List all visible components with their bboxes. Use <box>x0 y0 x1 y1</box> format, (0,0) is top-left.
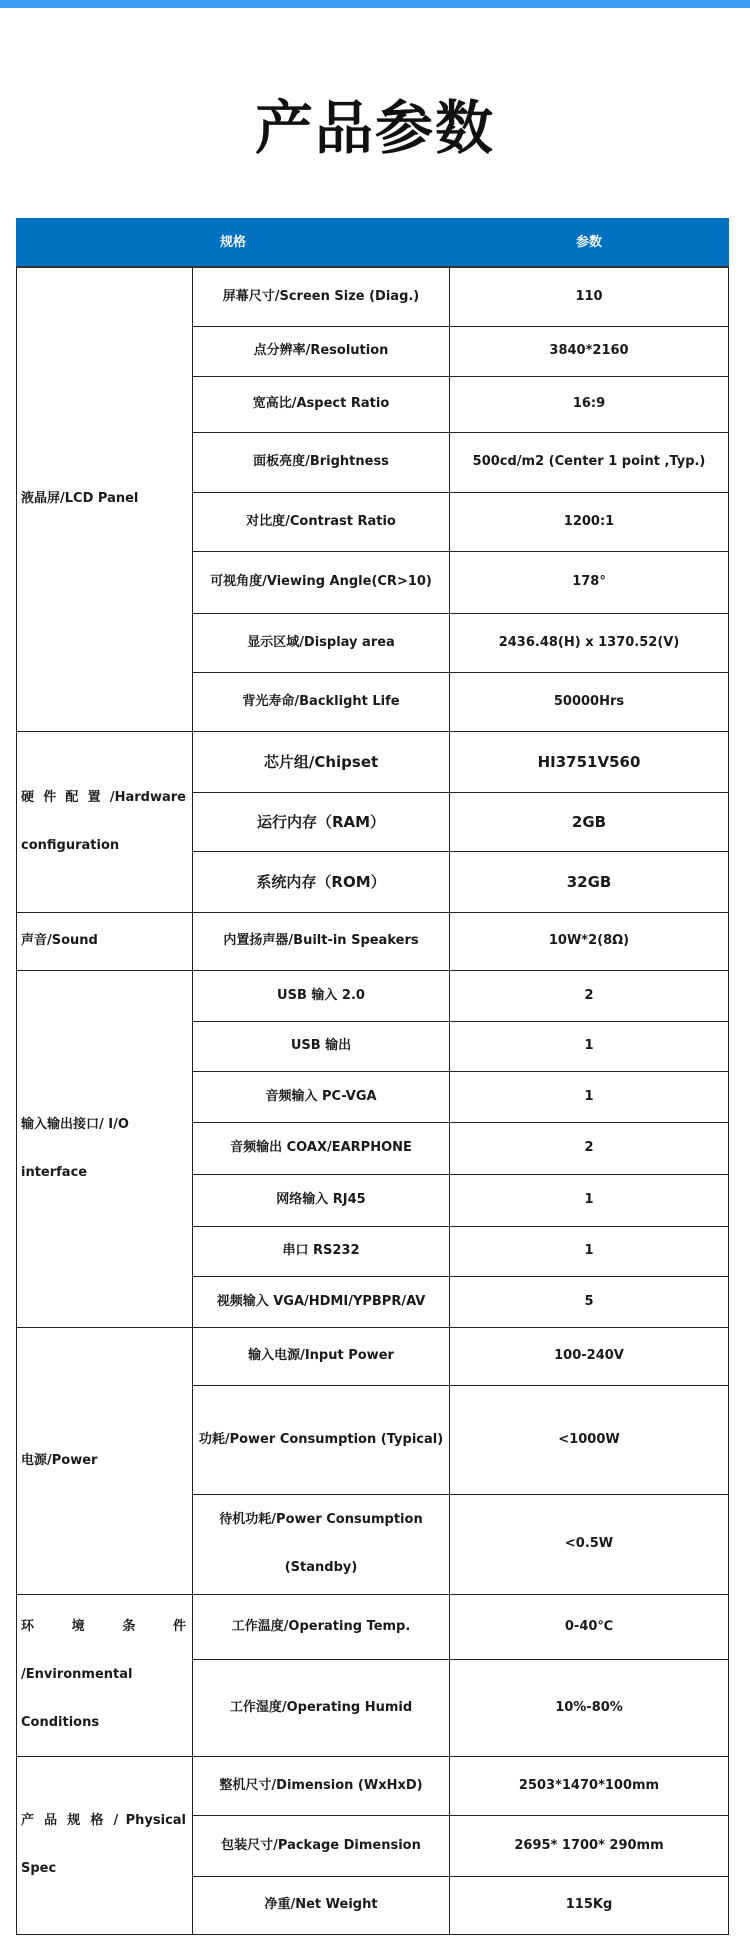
spec-name-cell: 显示区域/Display area <box>193 613 450 672</box>
header-param: 参数 <box>450 219 729 268</box>
spec-name-cell: 待机功耗/Power Consumption (Standby) <box>193 1494 450 1594</box>
spec-name-cell: 可视角度/Viewing Angle(CR>10) <box>193 551 450 613</box>
table-row <box>17 912 729 970</box>
spec-value-cell: 32GB <box>450 851 729 912</box>
category-cell: 电源/Power <box>17 1327 193 1594</box>
spec-name-cell: 背光寿命/Backlight Life <box>193 672 450 731</box>
table-row <box>17 1594 729 1659</box>
spec-name-cell: 视频输入 VGA/HDMI/YPBPR/AV <box>193 1276 450 1327</box>
spec-name-cell: 对比度/Contrast Ratio <box>193 492 450 551</box>
spec-value-cell: 1 <box>450 1071 729 1122</box>
spec-value-cell: <1000W <box>450 1385 729 1494</box>
spec-name-cell: 面板亮度/Brightness <box>193 432 450 492</box>
table-header-row <box>17 219 729 268</box>
spec-value-cell: 2GB <box>450 792 729 851</box>
spec-name-cell: 宽高比/Aspect Ratio <box>193 376 450 432</box>
table-row <box>17 1756 729 1815</box>
table-row <box>17 267 729 326</box>
spec-value-cell: 100-240V <box>450 1327 729 1385</box>
spec-value-cell: 0-40℃ <box>450 1594 729 1659</box>
spec-name-cell: 系统内存（ROM） <box>193 851 450 912</box>
spec-name-cell: 输入电源/Input Power <box>193 1327 450 1385</box>
top-accent-bar <box>0 0 750 8</box>
spec-value-cell: 1200:1 <box>450 492 729 551</box>
spec-value-cell: 115Kg <box>450 1876 729 1934</box>
spec-value-cell: 10%-80% <box>450 1659 729 1756</box>
spec-value-cell: 2 <box>450 970 729 1021</box>
spec-name-cell: 运行内存（RAM） <box>193 792 450 851</box>
spec-value-cell: 10W*2(8Ω) <box>450 912 729 970</box>
spec-name-cell: 芯片组/Chipset <box>193 731 450 792</box>
category-cell: 环 境 条 件 /Environmental Conditions <box>17 1594 193 1756</box>
spec-name-cell: 工作温度/Operating Temp. <box>193 1594 450 1659</box>
spec-name-cell: 串口 RS232 <box>193 1226 450 1276</box>
spec-value-cell: 110 <box>450 267 729 326</box>
spec-name-cell: 内置扬声器/Built-in Speakers <box>193 912 450 970</box>
spec-table <box>16 218 729 1935</box>
table-row <box>17 1327 729 1385</box>
spec-value-cell: 178° <box>450 551 729 613</box>
spec-value-cell: 2436.48(H) x 1370.52(V) <box>450 613 729 672</box>
spec-value-cell: 1 <box>450 1021 729 1071</box>
spec-value-cell: 1 <box>450 1174 729 1226</box>
spec-name-cell: USB 输入 2.0 <box>193 970 450 1021</box>
spec-name-cell: 包装尺寸/Package Dimension <box>193 1815 450 1876</box>
category-cell: 声音/Sound <box>17 912 193 970</box>
spec-name-cell: 屏幕尺寸/Screen Size (Diag.) <box>193 267 450 326</box>
category-cell: 输入输出接口/ I/O interface <box>17 970 193 1327</box>
header-spec: 规格 <box>17 219 450 268</box>
spec-name-cell: 音频输出 COAX/EARPHONE <box>193 1122 450 1174</box>
category-cell: 产 品 规 格 / Physical Spec <box>17 1756 193 1934</box>
spec-value-cell: <0.5W <box>450 1494 729 1594</box>
spec-name-cell: 净重/Net Weight <box>193 1876 450 1934</box>
category-cell: 液晶屏/LCD Panel <box>17 267 193 731</box>
category-cell: 硬 件 配 置 /Hardware configuration <box>17 731 193 912</box>
table-body <box>17 267 729 1934</box>
table-row <box>17 970 729 1021</box>
spec-value-cell: 1 <box>450 1226 729 1276</box>
spec-value-cell: 500cd/m2 (Center 1 point ,Typ.) <box>450 432 729 492</box>
spec-name-cell: 工作湿度/Operating Humid <box>193 1659 450 1756</box>
table-row <box>17 731 729 792</box>
spec-name-cell: 功耗/Power Consumption (Typical) <box>193 1385 450 1494</box>
spec-value-cell: 50000Hrs <box>450 672 729 731</box>
spec-name-cell: 网络输入 RJ45 <box>193 1174 450 1226</box>
spec-value-cell: 2695* 1700* 290mm <box>450 1815 729 1876</box>
spec-name-cell: 点分辨率/Resolution <box>193 326 450 376</box>
spec-value-cell: HI3751V560 <box>450 731 729 792</box>
spec-value-cell: 2 <box>450 1122 729 1174</box>
spec-value-cell: 2503*1470*100mm <box>450 1756 729 1815</box>
page-title: 产品参数 <box>254 94 495 162</box>
spec-value-cell: 3840*2160 <box>450 326 729 376</box>
spec-name-cell: 音频输入 PC-VGA <box>193 1071 450 1122</box>
spec-value-cell: 5 <box>450 1276 729 1327</box>
spec-value-cell: 16:9 <box>450 376 729 432</box>
spec-name-cell: USB 输出 <box>193 1021 450 1071</box>
spec-name-cell: 整机尺寸/Dimension (WxHxD) <box>193 1756 450 1815</box>
